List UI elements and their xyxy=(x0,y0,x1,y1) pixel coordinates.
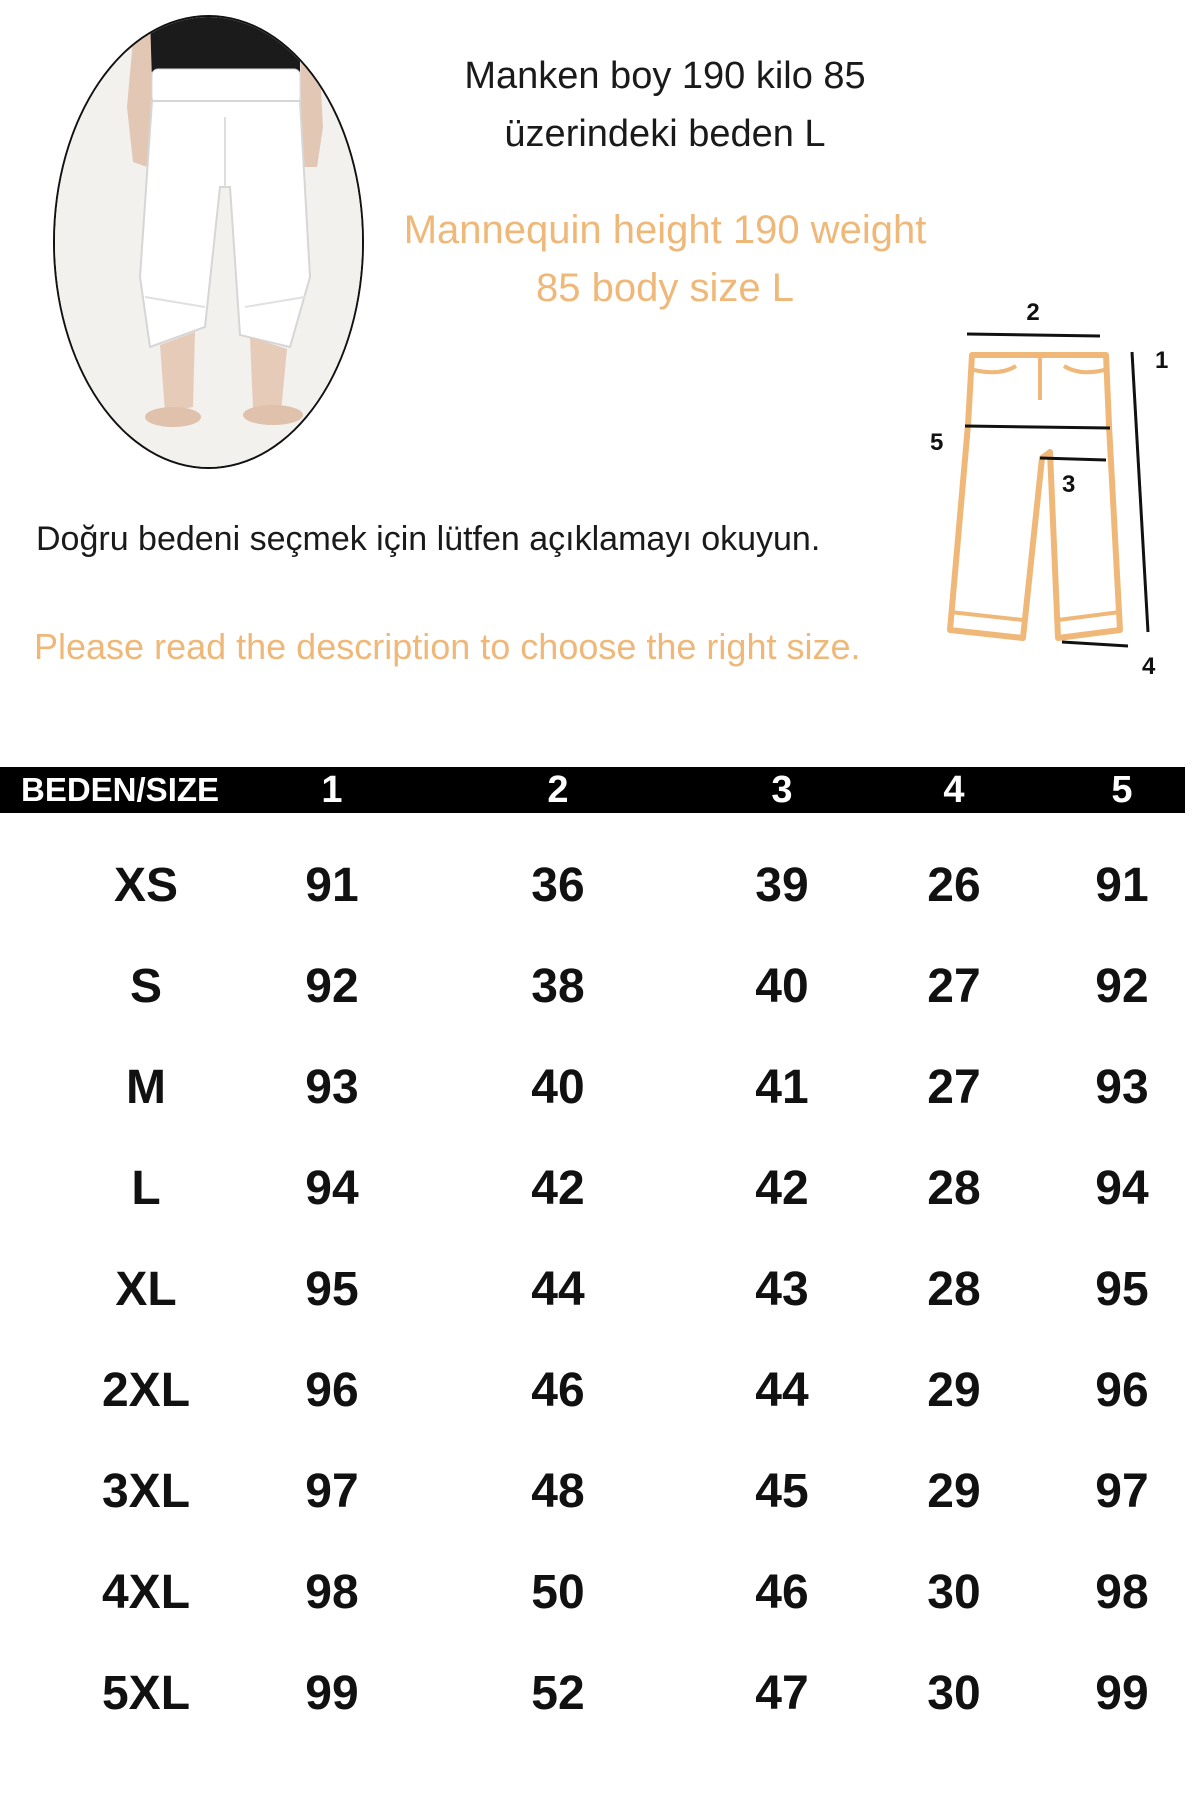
measure-3-cell: 40 xyxy=(755,960,809,1013)
mannequin-info-tr-line1: Manken boy 190 kilo 85 xyxy=(464,55,866,97)
measure-3-cell: 45 xyxy=(755,1465,809,1518)
diagram-label-2: 2 xyxy=(1026,299,1040,326)
measure-2-cell: 44 xyxy=(531,1263,585,1316)
size-label-cell: L xyxy=(131,1162,161,1215)
measure-3-cell: 46 xyxy=(755,1566,809,1619)
measure-5-cell: 98 xyxy=(1095,1566,1149,1619)
measure-4-cell: 27 xyxy=(927,1061,981,1114)
measure-1-cell: 91 xyxy=(305,859,359,912)
product-photo xyxy=(53,15,364,469)
measure-3-cell: 44 xyxy=(755,1364,809,1417)
measure-4-cell: 27 xyxy=(927,960,981,1013)
table-row xyxy=(0,1643,1185,1744)
header-measure-1: 1 xyxy=(321,769,343,811)
header-measure-4: 4 xyxy=(943,769,965,811)
measure-2-cell: 40 xyxy=(531,1061,585,1114)
size-note-en: Please read the description to choose the right size. xyxy=(34,626,861,667)
measure-3-cell: 43 xyxy=(755,1263,809,1316)
model-wearing-pants-image xyxy=(55,17,362,467)
measure-3-cell: 42 xyxy=(755,1162,809,1215)
measure-3-cell: 41 xyxy=(755,1061,809,1114)
measure-2-cell: 50 xyxy=(531,1566,585,1619)
measure-4-cell: 26 xyxy=(927,859,981,912)
measure-4-cell: 30 xyxy=(927,1667,981,1720)
mannequin-info-en-line1: Mannequin height 190 weight xyxy=(403,208,927,252)
diagram-label-3: 3 xyxy=(1062,471,1076,498)
measure-1-cell: 95 xyxy=(305,1263,359,1316)
measure-2-cell: 48 xyxy=(531,1465,585,1518)
measure-1-cell: 93 xyxy=(305,1061,359,1114)
header-measure-3: 3 xyxy=(771,769,793,811)
table-row xyxy=(0,835,1185,936)
measure-5-cell: 92 xyxy=(1095,960,1149,1013)
pants-measurement-diagram xyxy=(930,290,1170,690)
diagram-label-1: 1 xyxy=(1155,347,1169,374)
measure-1-cell: 98 xyxy=(305,1566,359,1619)
measure-5-cell: 95 xyxy=(1095,1263,1149,1316)
measure-2-cell: 38 xyxy=(531,960,585,1013)
size-label-cell: 4XL xyxy=(101,1566,191,1619)
measure-4-cell: 30 xyxy=(927,1566,981,1619)
table-header-row xyxy=(0,767,1185,813)
mannequin-info-tr-line2: üzerindeki beden L xyxy=(504,113,826,155)
header-measure-5: 5 xyxy=(1111,769,1133,811)
header-measure-2: 2 xyxy=(547,769,569,811)
measure-4-cell: 28 xyxy=(927,1162,981,1215)
size-label-cell: XL xyxy=(115,1263,177,1316)
measure-1-cell: 99 xyxy=(305,1667,359,1720)
size-note-tr: Doğru bedeni seçmek için lütfen açıklamayı okuyun. xyxy=(36,520,821,558)
measure-4-cell: 29 xyxy=(927,1364,981,1417)
measure-1-cell: 92 xyxy=(305,960,359,1013)
measure-5-cell: 96 xyxy=(1095,1364,1149,1417)
table-row xyxy=(0,1542,1185,1643)
table-body xyxy=(0,813,1185,1744)
pants-outline-icon xyxy=(930,290,1170,690)
measure-5-cell: 97 xyxy=(1095,1465,1149,1518)
measure-4-cell: 29 xyxy=(927,1465,981,1518)
measure-5-cell: 99 xyxy=(1095,1667,1149,1720)
size-label-cell: 2XL xyxy=(101,1364,191,1417)
table-row xyxy=(0,1340,1185,1441)
measure-1-cell: 96 xyxy=(305,1364,359,1417)
size-label-cell: 3XL xyxy=(101,1465,191,1518)
measure-2-cell: 46 xyxy=(531,1364,585,1417)
size-label-cell: XS xyxy=(113,859,179,912)
measure-5-cell: 91 xyxy=(1095,859,1149,912)
measure-4-cell: 28 xyxy=(927,1263,981,1316)
measure-3-cell: 47 xyxy=(755,1667,809,1720)
measure-2-cell: 52 xyxy=(531,1667,585,1720)
table-row xyxy=(0,1037,1185,1138)
measure-5-cell: 94 xyxy=(1095,1162,1149,1215)
measure-3-cell: 39 xyxy=(755,859,809,912)
table-row xyxy=(0,936,1185,1037)
measure-2-cell: 36 xyxy=(531,859,585,912)
measure-2-cell: 42 xyxy=(531,1162,585,1215)
size-label-cell: S xyxy=(129,960,162,1013)
mannequin-info-en-line2: 85 body size L xyxy=(536,266,794,310)
table-row xyxy=(0,1441,1185,1542)
diagram-label-4: 4 xyxy=(1142,653,1156,680)
measure-5-cell: 93 xyxy=(1095,1061,1149,1114)
diagram-label-5: 5 xyxy=(930,429,944,456)
size-label-cell: 5XL xyxy=(101,1667,191,1720)
table-row xyxy=(0,1138,1185,1239)
measure-1-cell: 94 xyxy=(305,1162,359,1215)
size-chart-table xyxy=(0,767,1185,1744)
header-size-label: BEDEN/SIZE xyxy=(21,771,220,808)
table-row xyxy=(0,1239,1185,1340)
size-label-cell: M xyxy=(126,1061,166,1114)
measure-1-cell: 97 xyxy=(305,1465,359,1518)
